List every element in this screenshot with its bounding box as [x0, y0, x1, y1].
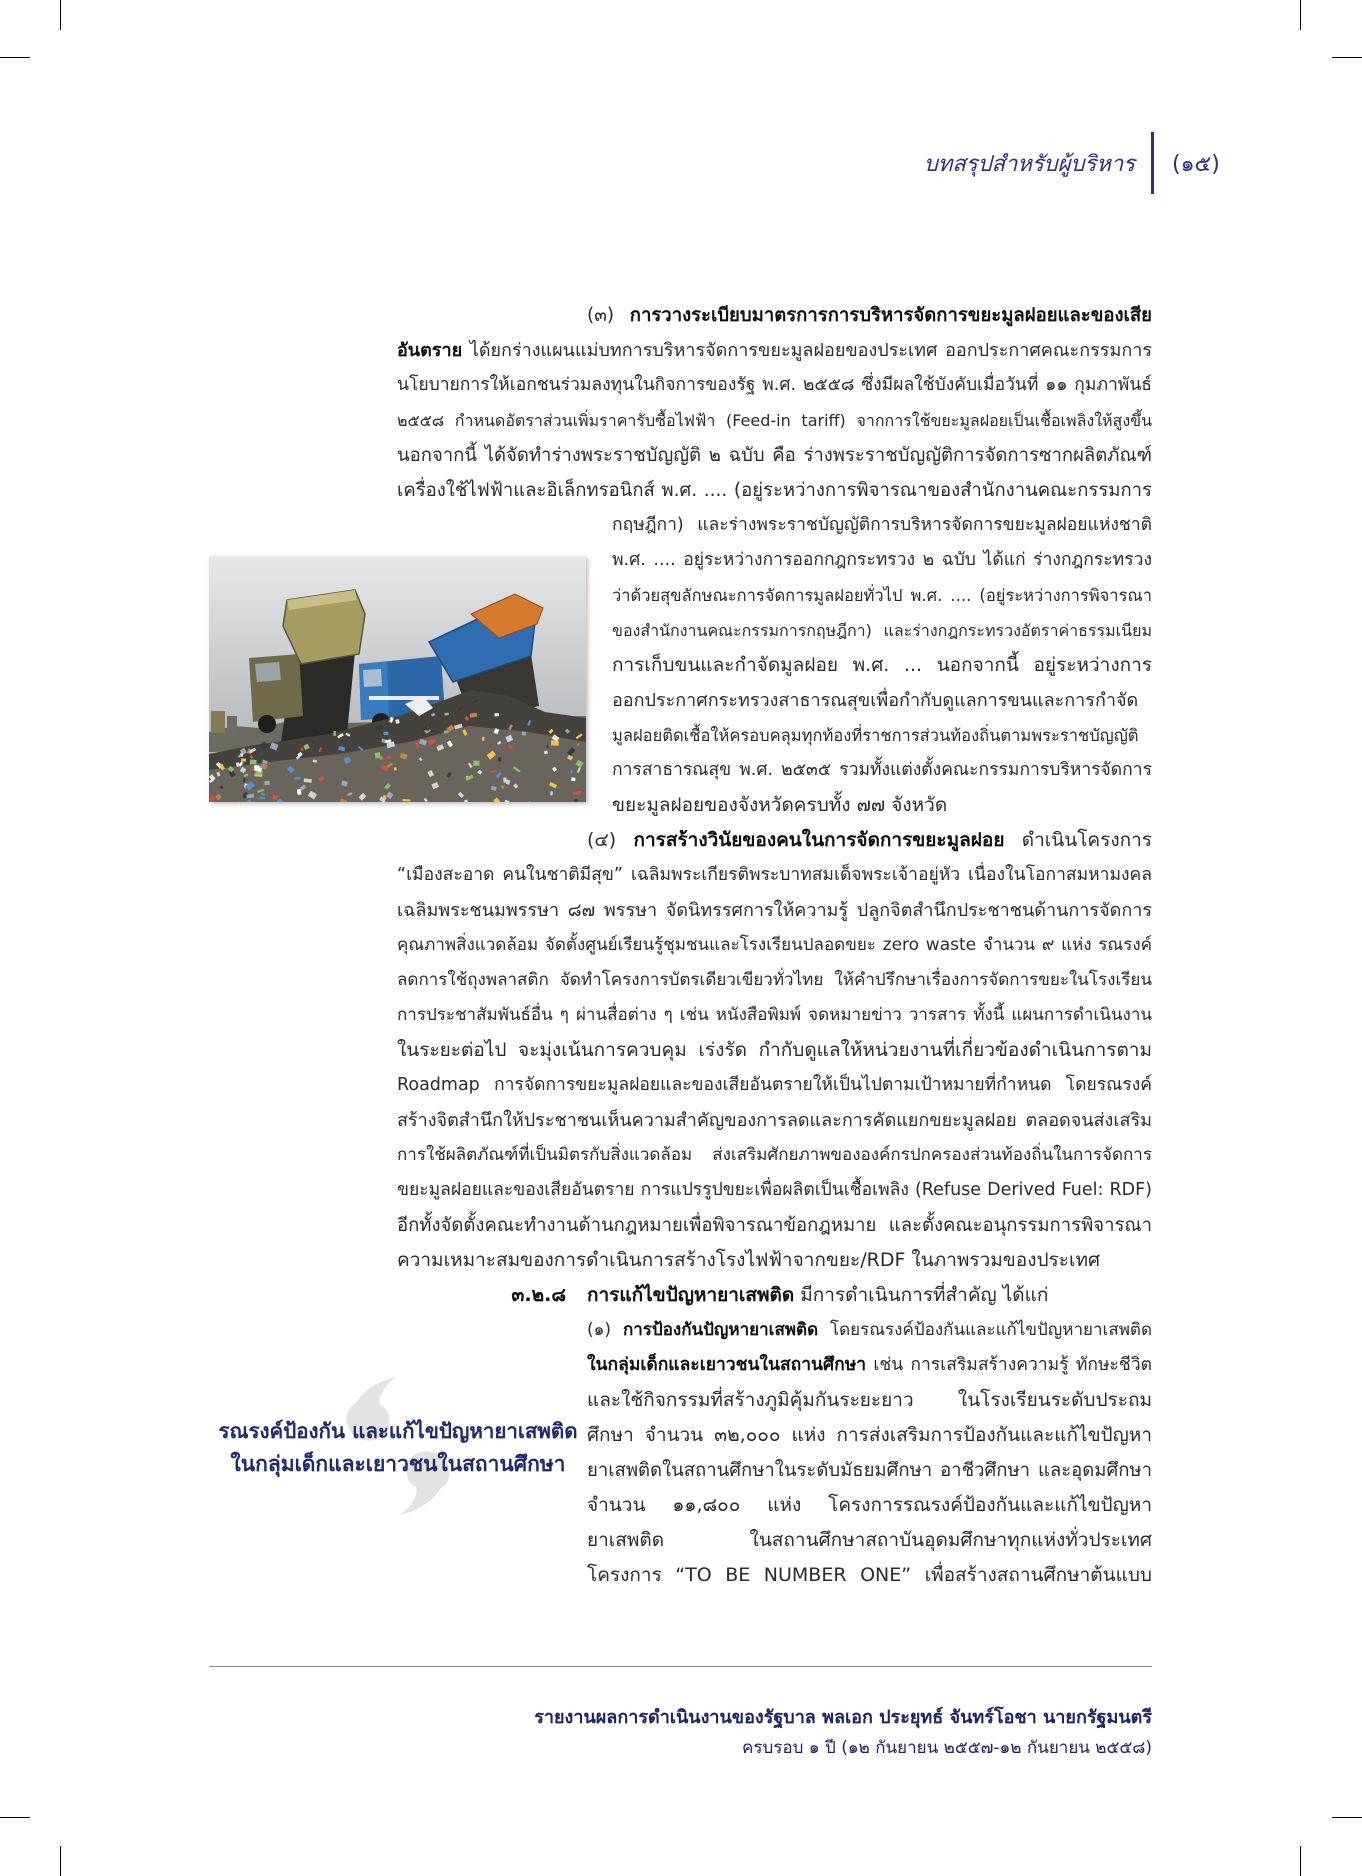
debris-piece	[522, 732, 526, 736]
body-text-line: ความเหมาะสมของการดำเนินการสร้างโรงไฟฟ้าจากขยะ/RDF ในภาพรวมของประเทศ	[397, 1249, 1101, 1271]
body-text-line: ขยะมูลฝอยของจังหวัดครบทั้ง ๗๗ จังหวัด	[612, 794, 948, 816]
crop-mark-bottom-right-h	[1332, 1817, 1362, 1818]
body-text-line: โครงการ “TO BE NUMBER ONE” เพื่อสร้างสถานศึกษาต้นแบบ	[587, 1564, 1152, 1586]
body-text-line: ในระยะต่อไป จะมุ่งเน้นการควบคุม เร่งรัด กำกับดูแลให้หน่วยงานที่เกี่ยวข้องดำเนินการตาม	[397, 1039, 1152, 1061]
debris-piece	[394, 767, 397, 770]
body-text-line	[587, 1348, 1152, 1383]
footer-title: รายงานผลการดำเนินงานของรัฐบาล พลเอก ประยุทธ์ จันทร์โอชา นายกรัฐมนตรี	[534, 1707, 1152, 1728]
debris-piece	[473, 761, 479, 766]
distant-truck	[211, 711, 225, 733]
section-number: ๓.๒.๘	[511, 1284, 566, 1306]
body-text-line: เครื่องใช้ไฟฟ้าและอิเล็กทรอนิกส์ พ.ศ. .... (อยู่ระหว่างการพิจารณาของสำนักงานคณะกรรมการ	[397, 480, 1152, 501]
item-3-title: การวางระเบียบมาตรการการบริหารจัดการขยะมูลฝอยและของเสีย	[629, 305, 1152, 326]
section-title: การแก้ไขปัญหายาเสพติด	[587, 1284, 795, 1306]
debris-piece	[295, 777, 301, 780]
crop-mark-top-left-v	[60, 0, 61, 30]
body-text-line: “เมืองสะอาด คนในชาติมีสุข” เฉลิมพระเกียรติพระบาทสมเด็จพระเจ้าอยู่หัว เนื่องในโอกาสมหามงคล	[397, 865, 1152, 885]
truck-stripe	[369, 696, 439, 700]
body-text-line: และใช้กิจกรรมที่สร้างภูมิคุ้มกันระยะยาว ในโรงเรียนระดับประถม	[587, 1389, 1152, 1411]
debris-piece	[482, 737, 484, 741]
debris-piece	[503, 777, 507, 782]
body-text-line: ยาเสพติด ในสถานศึกษาสถาบันอุดมศึกษาทุกแห่งทั่วประเทศ	[587, 1529, 1152, 1551]
body-text: ได้ยกร่างแผนแม่บทการบริหารจัดการขยะมูลฝอยของประเทศ ออกประกาศคณะกรรมการ	[469, 340, 1152, 361]
footer-divider	[209, 1666, 1152, 1667]
running-header-title: บทสรุปสำหรับผู้บริหาร	[923, 152, 1135, 177]
item-3-title-continued: อันตราย	[397, 340, 463, 361]
sub-item-1-title: การป้องกันปัญหายาเสพติด	[622, 1320, 819, 1340]
footer-subtitle: ครบรอบ ๑ ปี (๑๒ กันยายน ๒๕๕๗-๑๒ กันยายน ๒๕๕๘)	[741, 1738, 1152, 1758]
debris-piece	[494, 713, 499, 716]
body-text-line: มูลฝอยติดเชื้อให้ครอบคลุมทุกท้องที่ราชการส่วนท้องถิ่นตามพระราชบัญญัติ	[612, 726, 1139, 745]
section-heading-line	[587, 1278, 1152, 1313]
body-text-line: พ.ศ. .... อยู่ระหว่างการออกกฎกระทรวง ๒ ฉบับ ได้แก่ ร่างกฎกระทรวง	[612, 550, 1152, 570]
landfill-photo	[209, 556, 586, 802]
crop-mark-top-right-h	[1332, 57, 1362, 58]
body-text-line: Roadmap การจัดการขยะมูลฝอยและของเสียอันตรายให้เป็นไปตามเป้าหมายที่กำหนด โดยรณรงค์	[397, 1075, 1152, 1095]
page-number: (๑๕)	[1172, 152, 1220, 177]
debris-piece	[402, 799, 410, 801]
landfill-photo-graphic	[209, 556, 586, 802]
section-title-tail: มีการดำเนินการที่สำคัญ ได้แก่	[800, 1284, 1049, 1306]
body-text-line: การเก็บขนและกำจัดมูลฝอย พ.ศ. ... นอกจากนี้ อยู่ระหว่างการ	[612, 654, 1152, 676]
pull-quote-line: รณรงค์ป้องกัน และแก้ไขปัญหายาเสพติด	[218, 1419, 578, 1443]
truck-window	[255, 662, 281, 682]
debris-piece	[264, 781, 269, 786]
debris-piece	[383, 732, 388, 735]
body-text-line: ๒๕๕๘ กำหนดอัตราส่วนเพิ่มราคารับซื้อไฟฟ้า (Feed-in tariff) จากการใช้ขยะมูลฝอยเป็นเชื้อเพลิงให้สูงขึ้น	[397, 411, 1152, 430]
item-3-heading-line	[587, 298, 1152, 333]
crop-mark-bottom-right-v	[1300, 1846, 1301, 1876]
body-text-line: ยาเสพติดในสถานศึกษาในระดับมัธยมศึกษา อาชีวศึกษา และอุดมศึกษา	[587, 1460, 1152, 1481]
distant-truck	[227, 716, 237, 732]
truck-window	[363, 669, 382, 687]
body-text-line: เฉลิมพระชนมพรรษา ๘๗ พรรษา จัดนิทรรศการให้ความรู้ ปลูกจิตสำนึกประชาชนด้านการจัดการ	[397, 900, 1152, 921]
body-text-line: ออกประกาศกระทรวงสาธารณสุขเพื่อกำกับดูแลการขนและการกำจัด	[612, 690, 1139, 711]
body-text-line: คุณภาพสิ่งแวดล้อม จัดตั้งศูนย์เรียนรู้ชุมชนและโรงเรียนปลอดขยะ zero waste จำนวน ๙ แห่ง รณรงค์	[397, 935, 1152, 955]
crop-mark-top-right-v	[1300, 0, 1301, 30]
header-divider	[1151, 132, 1154, 194]
body-text-line: สร้างจิตสำนึกให้ประชาชนเห็นความสำคัญของการลดและการคัดแยกขยะมูลฝอย ตลอดจนส่งเสริม	[397, 1110, 1152, 1131]
body-text: เช่น การเสริมสร้างความรู้ ทักษะชีวิต	[873, 1355, 1152, 1375]
sub-item-1-heading-line	[587, 1313, 1152, 1348]
item-4-marker: (๔)	[587, 829, 617, 851]
debris-piece	[375, 752, 381, 758]
debris-piece	[498, 757, 502, 761]
debris-piece	[300, 748, 303, 751]
debris-piece	[333, 731, 336, 736]
item-4-heading-line	[587, 823, 1152, 858]
debris-piece	[250, 760, 257, 765]
item-4-title: การสร้างวินัยของคนในการจัดการขยะมูลฝอย	[633, 829, 1005, 851]
item-3-marker: (๓)	[587, 305, 615, 326]
body-text-line: การสาธารณสุข พ.ศ. ๒๕๓๕ รวมทั้งแต่งตั้งคณะกรรมการบริหารจัดการ	[612, 760, 1152, 780]
body-text-line: ขยะมูลฝอยและของเสียอันตราย การแปรรูปขยะเพื่อผลิตเป็นเชื้อเพลิง (Refuse Derived Fuel: RDF)	[397, 1180, 1152, 1200]
sub-item-1-title-tail: โดยรณรงค์ป้องกันและแก้ไขปัญหายาเสพติด	[830, 1320, 1152, 1340]
sub-item-1-marker: (๑)	[587, 1320, 612, 1340]
body-text-line: ศึกษา จำนวน ๓๒,๐๐๐ แห่ง การส่งเสริมการป้องกันและแก้ไขปัญหา	[587, 1424, 1152, 1446]
sub-item-1-emphasis: ในกลุ่มเด็กและเยาวชนในสถานศึกษา	[587, 1355, 867, 1375]
body-text-line: กฤษฎีกา) และร่างพระราชบัญญัติการบริหารจัดการขยะมูลฝอยแห่งชาติ	[612, 515, 1152, 535]
debris-piece	[241, 759, 246, 762]
item-4-title-tail: ดำเนินโครงการ	[1021, 829, 1152, 851]
body-text-line	[397, 333, 1152, 368]
pull-quote-line: ในกลุ่มเด็กและเยาวชนในสถานศึกษา	[230, 1452, 566, 1476]
truck-wheel	[258, 715, 276, 733]
body-text-line: ว่าด้วยสุขลักษณะการจัดการมูลฝอยทั่วไป พ.ศ. .... (อยู่ระหว่างการพิจารณา	[612, 586, 1152, 605]
debris-piece	[571, 777, 575, 781]
crop-mark-bottom-left-h	[0, 1817, 30, 1818]
debris-piece	[551, 740, 559, 745]
body-text-line: อีกทั้งจัดตั้งคณะทำงานด้านกฎหมายเพื่อพิจารณาข้อกฎหมาย และตั้งคณะอนุกรรมการพิจารณา	[397, 1215, 1152, 1236]
body-text-line: ของสำนักงานคณะกรรมการกฤษฎีกา) และร่างกฎกระทรวงอัตราค่าธรรมเนียม	[612, 621, 1152, 640]
body-text-line: จำนวน ๑๑,๘๐๐ แห่ง โครงการรณรงค์ป้องกันและแก้ไขปัญหา	[587, 1494, 1152, 1516]
debris-piece	[422, 727, 429, 731]
body-text-line: นโยบายการให้เอกชนร่วมลงทุนในกิจการของรัฐ พ.ศ. ๒๕๕๘ ซึ่งมีผลใช้บังคับเมื่อวันที่ ๑๑ กุมภาพันธ์	[397, 375, 1152, 395]
body-text-line: นอกจากนี้ ได้จัดทำร่างพระราชบัญญัติ ๒ ฉบับ คือ ร่างพระราชบัญญัติการจัดการซากผลิตภัณฑ์	[397, 445, 1152, 466]
debris-piece	[381, 739, 385, 743]
body-text-line: การประชาสัมพันธ์อื่น ๆ ผ่านสื่อต่าง ๆ เช่น หนังสือพิมพ์ จดหมายข่าว วารสาร ทั้งนี้ แผนการดำเนินงาน	[397, 1005, 1152, 1025]
body-text-line: การใช้ผลิตภัณฑ์ที่เป็นมิตรกับสิ่งแวดล้อม ส่งเสริมศักยภาพขององค์กรปกครองส่วนท้องถิ่นในการจัดการ	[397, 1145, 1152, 1165]
crop-mark-top-left-h	[0, 57, 30, 58]
debris-piece	[254, 765, 259, 771]
body-text-line: ลดการใช้ถุงพลาสติก จัดทำโครงการบัตรเดียวเขียวทั่วไทย ให้คำปรึกษาเรื่องการจัดการขยะในโรงเรียน	[397, 970, 1152, 990]
crop-mark-bottom-left-v	[60, 1846, 61, 1876]
